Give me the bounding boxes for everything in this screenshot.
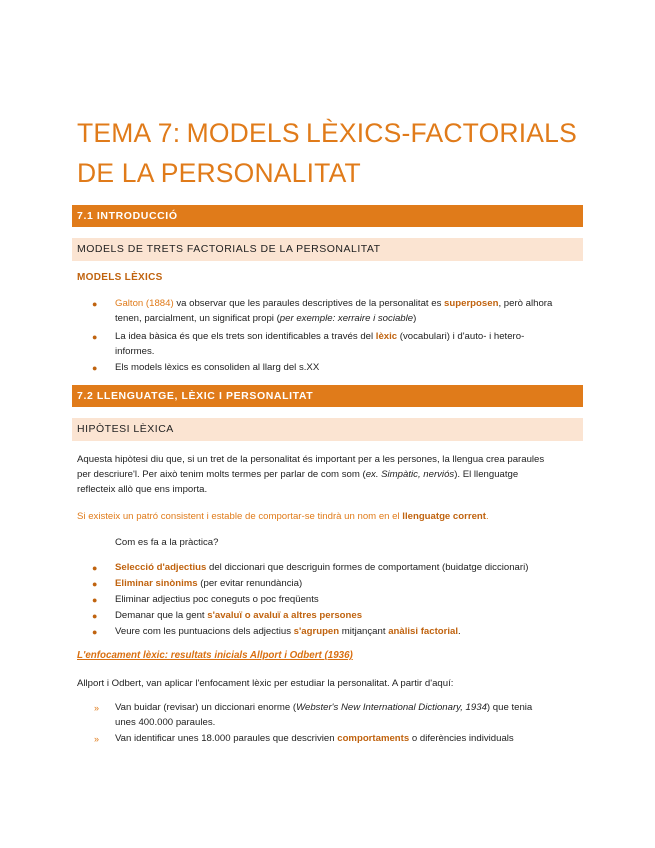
- text: (per evitar renundància): [197, 578, 303, 589]
- bullet-dot-icon: ●: [92, 611, 98, 621]
- keyword: lèxic: [375, 331, 398, 342]
- keyword: llenguatge corrent: [402, 511, 486, 522]
- text: .: [458, 626, 461, 637]
- bullet-dot-icon: ●: [92, 332, 98, 342]
- heading-models-lexics: MODELS LÈXICS: [77, 272, 163, 283]
- keyword: superposen: [444, 298, 499, 309]
- list-item: [115, 624, 581, 639]
- text: ): [413, 313, 417, 324]
- bullet-dot-icon: ●: [92, 563, 98, 573]
- bullet-dot-icon: ●: [92, 595, 98, 605]
- text: unes 400.000 paraules.: [115, 717, 216, 728]
- list-item: Eliminar adjectius poc coneguts o poc freqüents: [115, 594, 319, 605]
- text: Si existeix un patró consistent i estable de comportar-se tindrà un nom en el: [77, 511, 403, 522]
- list-item: Els models lèxics es consoliden al llarg del s.XX: [115, 362, 320, 373]
- text: .: [486, 511, 489, 522]
- bullet-dot-icon: ●: [92, 363, 98, 373]
- example-text: ex. Simpàtic, nerviós: [365, 469, 455, 480]
- text: ) que tenia: [486, 702, 533, 713]
- keyword: Selecció d'adjectius: [115, 562, 207, 573]
- list-item: [115, 296, 581, 326]
- list-item: [115, 731, 581, 746]
- text: va observar que les paraules descriptives de la personalitat es: [173, 298, 445, 309]
- text: per descriure'l. Per això tenim molts termes per parlar de com som (: [77, 469, 366, 480]
- keyword: anàlisi factorial: [388, 626, 459, 637]
- paragraph-patro: [77, 509, 579, 524]
- text: Demanar que la gent: [115, 610, 208, 621]
- title-word: 7:: [157, 118, 181, 148]
- text: Van identificar unes 18.000 paraules que descrivien: [115, 733, 338, 744]
- title-word: TEMA: [77, 118, 152, 148]
- page-title: [77, 113, 587, 193]
- text: o diferències individuals: [409, 733, 514, 744]
- list-item: [115, 700, 581, 730]
- list-item: [115, 560, 581, 575]
- subheader-hipotesi-lexica: HIPÒTESI LÈXICA: [72, 418, 583, 441]
- text: (vocabulari) i d'auto- i hetero-: [397, 331, 525, 342]
- list-item: [115, 329, 581, 359]
- title-word: MODELS: [186, 118, 300, 148]
- section-bar-llenguatge: 7.2 LLENGUATGE, LÈXIC I PERSONALITAT: [72, 385, 583, 407]
- text: mitjançant: [339, 626, 389, 637]
- paragraph-hipotesi: [77, 452, 579, 497]
- keyword: s'agrupen: [293, 626, 340, 637]
- text: del diccionari que descriguin formes de comportament (buidatge diccionari): [206, 562, 529, 573]
- text: ). El llenguatge: [454, 469, 519, 480]
- title-line-1: [77, 113, 577, 153]
- question-text: Com es fa a la pràctica?: [115, 537, 219, 548]
- text: informes.: [115, 346, 155, 357]
- text: reflecteix allò que ens importa.: [77, 484, 208, 495]
- keyword: comportaments: [337, 733, 410, 744]
- bullet-dot-icon: ●: [92, 579, 98, 589]
- text: La idea bàsica és que els trets son identificables a través del: [115, 331, 376, 342]
- text: Aquesta hipòtesi diu que, si un tret de la personalitat és important per a les persones, la llengua crea paraules: [77, 454, 545, 465]
- keyword: s'avaluï o avaluï a altres persones: [207, 610, 363, 621]
- text: tenen, parcialment, un significat propi (: [115, 313, 280, 324]
- bullet-dot-icon: ●: [92, 627, 98, 637]
- bullet-dot-icon: ●: [92, 299, 98, 309]
- list-item: [115, 576, 581, 591]
- keyword: Eliminar sinònims: [115, 578, 198, 589]
- double-chevron-right-icon: »: [94, 703, 100, 713]
- double-chevron-right-icon: »: [94, 734, 100, 744]
- text: Van buidar (revisar) un diccionari enorme (: [115, 702, 297, 713]
- title-line-2: DE LA PERSONALITAT: [77, 158, 361, 188]
- author-reference: Galton (1884): [115, 298, 174, 309]
- title-word: LÈXICS-FACTORIALS: [306, 118, 577, 148]
- paragraph-allport: Allport i Odbert, van aplicar l'enfocament lèxic per estudiar la personalitat. A partir d'aquí:: [77, 678, 454, 689]
- text: , però alhora: [498, 298, 553, 309]
- section-bar-introduccio: 7.1 INTRODUCCIÓ: [72, 205, 583, 227]
- citation-text: Webster's New International Dictionary, 1934: [296, 702, 487, 713]
- list-item: [115, 608, 581, 623]
- link-enfocament-lexic[interactable]: L'enfocament lèxic: resultats inicials Allport i Odbert (1936): [77, 650, 353, 661]
- example-text: per exemple: xerraire i sociable: [279, 313, 414, 324]
- text: Veure com les puntuacions dels adjectius: [115, 626, 294, 637]
- subheader-models-trets: MODELS DE TRETS FACTORIALS DE LA PERSONALITAT: [72, 238, 583, 261]
